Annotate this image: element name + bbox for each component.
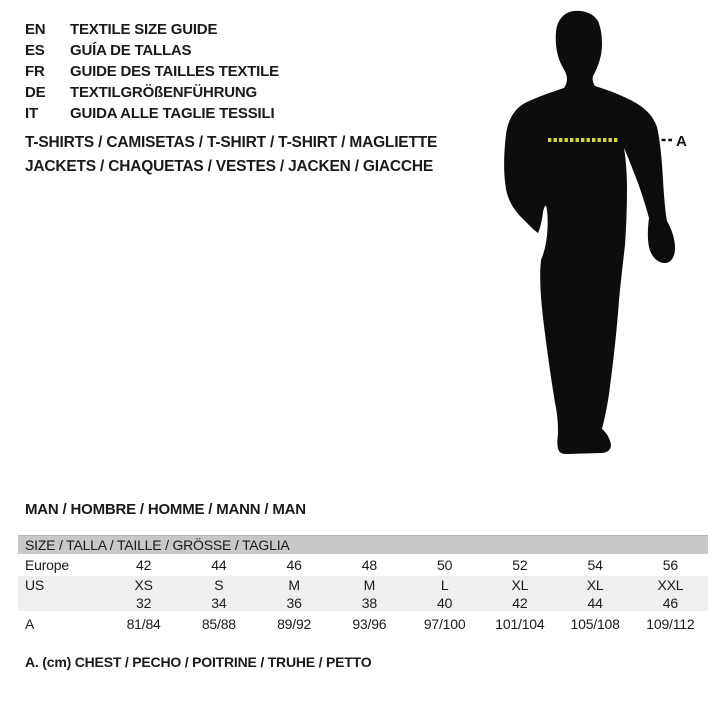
cell: 89/92 xyxy=(257,611,332,642)
row-label: US xyxy=(18,576,106,594)
lang-row-es xyxy=(25,40,279,61)
cell: 105/108 xyxy=(558,611,633,642)
cell: 42 xyxy=(482,594,557,611)
cell: 50 xyxy=(407,554,482,576)
cell: S xyxy=(181,576,256,594)
cell: 32 xyxy=(106,594,181,611)
cell: 34 xyxy=(181,594,256,611)
cell: 44 xyxy=(181,554,256,576)
row-label xyxy=(18,594,106,611)
lang-label: TEXTILE SIZE GUIDE xyxy=(70,21,218,38)
cell: 93/96 xyxy=(332,611,407,642)
table-row-europe xyxy=(18,554,708,576)
lang-label: GUIDE DES TAILLES TEXTILE xyxy=(70,63,279,80)
lang-row-en xyxy=(25,19,279,40)
cell: 81/84 xyxy=(106,611,181,642)
lang-code: EN xyxy=(25,21,46,38)
cell: 46 xyxy=(633,594,708,611)
lang-row-it xyxy=(25,103,279,124)
category-block xyxy=(25,131,437,179)
section-title-man: MAN / HOMBRE / HOMME / MANN / MAN xyxy=(25,501,306,518)
cell: 42 xyxy=(106,554,181,576)
cell: 40 xyxy=(407,594,482,611)
man-silhouette-figure xyxy=(480,0,720,480)
size-table-header: SIZE / TALLA / TAILLE / GRÖSSE / TAGLIA xyxy=(18,536,708,555)
size-table xyxy=(18,535,708,642)
cell: M xyxy=(332,576,407,594)
row-label: A xyxy=(18,611,106,642)
cell: XL xyxy=(482,576,557,594)
language-title-list xyxy=(25,19,279,124)
measurement-footnote: A. (cm) CHEST / PECHO / POITRINE / TRUHE / PETTO xyxy=(25,654,372,670)
cell: 52 xyxy=(482,554,557,576)
cell: XL xyxy=(558,576,633,594)
table-row-chest-a xyxy=(18,611,708,642)
cell: 109/112 xyxy=(633,611,708,642)
lang-code: IT xyxy=(25,105,38,122)
table-row-us xyxy=(18,576,708,594)
man-silhouette xyxy=(504,11,675,454)
cell: XS xyxy=(106,576,181,594)
cell: 48 xyxy=(332,554,407,576)
cell: 56 xyxy=(633,554,708,576)
category-tshirts: T-SHIRTS / CAMISETAS / T-SHIRT / T-SHIRT / MAGLIETTE xyxy=(25,134,438,151)
lang-code: DE xyxy=(25,84,46,101)
lang-row-de xyxy=(25,82,279,103)
lang-label: TEXTILGRÖßENFÜHRUNG xyxy=(70,84,258,101)
lang-code: ES xyxy=(25,42,45,59)
table-row-numeric xyxy=(18,594,708,611)
cell: 38 xyxy=(332,594,407,611)
lang-label: GUIDA ALLE TAGLIE TESSILI xyxy=(70,105,275,122)
cell: 36 xyxy=(257,594,332,611)
size-table-header-row xyxy=(18,536,708,555)
row-label: Europe xyxy=(18,554,106,576)
cell: XXL xyxy=(633,576,708,594)
cell: 97/100 xyxy=(407,611,482,642)
cell: L xyxy=(407,576,482,594)
lang-code: FR xyxy=(25,63,45,80)
cell: 54 xyxy=(558,554,633,576)
cell: 44 xyxy=(558,594,633,611)
cell: 85/88 xyxy=(181,611,256,642)
lang-row-fr xyxy=(25,61,279,82)
cell: 101/104 xyxy=(482,611,557,642)
cell: M xyxy=(257,576,332,594)
cell: 46 xyxy=(257,554,332,576)
category-jackets: JACKETS / CHAQUETAS / VESTES / JACKEN / GIACCHE xyxy=(25,158,434,175)
lang-label: GUÍA DE TALLAS xyxy=(70,42,192,59)
measure-label-a: A xyxy=(676,133,687,150)
